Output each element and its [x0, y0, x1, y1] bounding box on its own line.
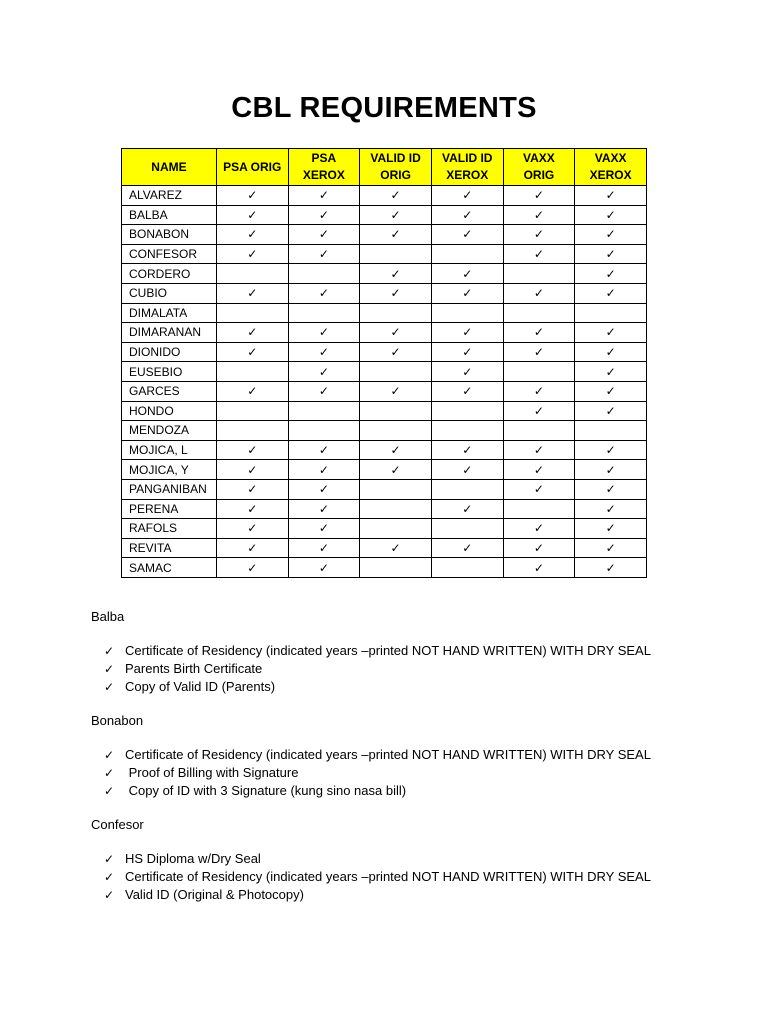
- check-icon: ✓: [503, 460, 575, 480]
- check-icon: ✓: [216, 342, 288, 362]
- empty-cell: [431, 558, 503, 578]
- page-title: CBL REQUIREMENTS: [231, 92, 537, 124]
- check-icon: ✓: [575, 186, 647, 206]
- check-icon: ✓: [575, 225, 647, 245]
- check-icon: ✓: [360, 381, 432, 401]
- check-icon: ✓: [288, 558, 360, 578]
- empty-cell: [360, 362, 432, 382]
- empty-cell: [360, 479, 432, 499]
- name-cell: MOJICA, Y: [122, 460, 217, 480]
- empty-cell: [288, 421, 360, 441]
- column-header: VALID ID XEROX: [431, 149, 503, 186]
- check-icon: ✓: [288, 342, 360, 362]
- name-cell: CORDERO: [122, 264, 217, 284]
- table-row: [122, 225, 647, 245]
- check-icon: ✓: [104, 662, 115, 676]
- empty-cell: [431, 401, 503, 421]
- check-icon: ✓: [360, 283, 432, 303]
- empty-cell: [360, 401, 432, 421]
- check-icon: ✓: [503, 244, 575, 264]
- check-icon: ✓: [216, 323, 288, 343]
- check-icon: ✓: [104, 680, 115, 694]
- empty-cell: [360, 519, 432, 539]
- empty-cell: [360, 499, 432, 519]
- check-icon: ✓: [431, 264, 503, 284]
- check-icon: ✓: [360, 538, 432, 558]
- check-icon: ✓: [503, 401, 575, 421]
- check-icon: ✓: [575, 479, 647, 499]
- list-item: [104, 782, 731, 800]
- list-item-text: Copy of ID with 3 Signature (kung sino nasa bill): [125, 783, 407, 798]
- check-icon: ✓: [503, 479, 575, 499]
- check-icon: ✓: [431, 499, 503, 519]
- table-row: [122, 421, 647, 441]
- list-item: [104, 678, 731, 696]
- check-icon: ✓: [288, 283, 360, 303]
- list-item-text: Certificate of Residency (indicated years –printed NOT HAND WRITTEN) WITH DRY SEAL: [125, 747, 651, 762]
- name-cell: BALBA: [122, 205, 217, 225]
- check-icon: ✓: [288, 381, 360, 401]
- list-item: [104, 660, 731, 678]
- table-row: [122, 205, 647, 225]
- requirement-list: [91, 642, 731, 696]
- check-icon: ✓: [360, 225, 432, 245]
- name-cell: CONFESOR: [122, 244, 217, 264]
- check-icon: ✓: [503, 323, 575, 343]
- check-icon: ✓: [431, 186, 503, 206]
- empty-cell: [216, 421, 288, 441]
- name-cell: MENDOZA: [122, 421, 217, 441]
- check-icon: ✓: [360, 342, 432, 362]
- check-icon: ✓: [575, 342, 647, 362]
- check-icon: ✓: [360, 205, 432, 225]
- column-header: PSA XEROX: [288, 149, 360, 186]
- empty-cell: [503, 499, 575, 519]
- requirements-table: [121, 148, 647, 578]
- section-title: Confesor: [91, 817, 144, 832]
- check-icon: ✓: [431, 283, 503, 303]
- check-icon: ✓: [216, 499, 288, 519]
- check-icon: ✓: [360, 460, 432, 480]
- name-cell: CUBIO: [122, 283, 217, 303]
- empty-cell: [216, 401, 288, 421]
- name-cell: DIMALATA: [122, 303, 217, 323]
- list-item-text: Copy of Valid ID (Parents): [125, 679, 276, 694]
- empty-cell: [360, 303, 432, 323]
- check-icon: ✓: [575, 362, 647, 382]
- check-icon: ✓: [431, 323, 503, 343]
- check-icon: ✓: [503, 381, 575, 401]
- table-row: [122, 342, 647, 362]
- check-icon: ✓: [288, 205, 360, 225]
- check-icon: ✓: [216, 479, 288, 499]
- empty-cell: [431, 479, 503, 499]
- check-icon: ✓: [104, 888, 115, 902]
- empty-cell: [431, 519, 503, 539]
- check-icon: ✓: [216, 244, 288, 264]
- check-icon: ✓: [216, 205, 288, 225]
- table-row: [122, 264, 647, 284]
- name-cell: REVITA: [122, 538, 217, 558]
- list-item: [104, 764, 731, 782]
- list-item-text: HS Diploma w/Dry Seal: [125, 851, 261, 866]
- check-icon: ✓: [216, 558, 288, 578]
- check-icon: ✓: [431, 538, 503, 558]
- name-cell: BONABON: [122, 225, 217, 245]
- table-body: [122, 186, 647, 578]
- column-header: VALID ID ORIG: [360, 149, 432, 186]
- check-icon: ✓: [431, 440, 503, 460]
- name-cell: MOJICA, L: [122, 440, 217, 460]
- check-icon: ✓: [575, 519, 647, 539]
- empty-cell: [216, 303, 288, 323]
- empty-cell: [431, 303, 503, 323]
- requirement-list: [91, 746, 731, 800]
- check-icon: ✓: [503, 283, 575, 303]
- check-icon: ✓: [104, 870, 115, 884]
- list-item: [104, 642, 731, 660]
- notes-confesor: [91, 816, 731, 904]
- list-item: [104, 850, 731, 868]
- check-icon: ✓: [575, 401, 647, 421]
- list-item-text: Certificate of Residency (indicated years –printed NOT HAND WRITTEN) WITH DRY SEAL: [125, 869, 651, 884]
- check-icon: ✓: [575, 499, 647, 519]
- name-cell: RAFOLS: [122, 519, 217, 539]
- empty-cell: [575, 421, 647, 441]
- column-header: PSA ORIG: [216, 149, 288, 186]
- empty-cell: [503, 264, 575, 284]
- name-cell: DIONIDO: [122, 342, 217, 362]
- table-row: [122, 499, 647, 519]
- check-icon: ✓: [216, 225, 288, 245]
- check-icon: ✓: [104, 784, 115, 798]
- check-icon: ✓: [288, 225, 360, 245]
- empty-cell: [503, 421, 575, 441]
- check-icon: ✓: [360, 323, 432, 343]
- check-icon: ✓: [360, 264, 432, 284]
- check-icon: ✓: [575, 558, 647, 578]
- check-icon: ✓: [503, 538, 575, 558]
- check-icon: ✓: [288, 519, 360, 539]
- table-row: [122, 460, 647, 480]
- check-icon: ✓: [288, 499, 360, 519]
- empty-cell: [288, 401, 360, 421]
- check-icon: ✓: [575, 538, 647, 558]
- table-row: [122, 362, 647, 382]
- name-cell: ALVAREZ: [122, 186, 217, 206]
- empty-cell: [216, 264, 288, 284]
- column-header: VAXX ORIG: [503, 149, 575, 186]
- check-icon: ✓: [216, 519, 288, 539]
- empty-cell: [360, 244, 432, 264]
- empty-cell: [360, 421, 432, 441]
- check-icon: ✓: [288, 323, 360, 343]
- check-icon: ✓: [216, 538, 288, 558]
- section-title: Balba: [91, 609, 125, 624]
- table-row: [122, 381, 647, 401]
- table-row: [122, 538, 647, 558]
- check-icon: ✓: [288, 186, 360, 206]
- check-icon: ✓: [503, 225, 575, 245]
- section-title: Bonabon: [91, 713, 144, 728]
- table-row: [122, 479, 647, 499]
- check-icon: ✓: [216, 283, 288, 303]
- check-icon: ✓: [431, 460, 503, 480]
- empty-cell: [288, 303, 360, 323]
- check-icon: ✓: [104, 852, 115, 866]
- table-row: [122, 440, 647, 460]
- check-icon: ✓: [575, 283, 647, 303]
- column-header: NAME: [122, 149, 217, 186]
- list-item: [104, 746, 731, 764]
- notes-balba: [91, 608, 731, 696]
- check-icon: ✓: [288, 440, 360, 460]
- column-header: VAXX XEROX: [575, 149, 647, 186]
- list-item: [104, 886, 731, 904]
- check-icon: ✓: [575, 381, 647, 401]
- table-row: [122, 303, 647, 323]
- check-icon: ✓: [216, 460, 288, 480]
- list-item: [104, 868, 731, 886]
- empty-cell: [431, 244, 503, 264]
- table-row: [122, 519, 647, 539]
- check-icon: ✓: [575, 205, 647, 225]
- table-row: [122, 186, 647, 206]
- empty-cell: [288, 264, 360, 284]
- table-header-row: [122, 149, 647, 186]
- name-cell: DIMARANAN: [122, 323, 217, 343]
- list-item-text: Valid ID (Original & Photocopy): [125, 887, 304, 902]
- check-icon: ✓: [360, 440, 432, 460]
- check-icon: ✓: [216, 440, 288, 460]
- check-icon: ✓: [431, 342, 503, 362]
- check-icon: ✓: [575, 460, 647, 480]
- check-icon: ✓: [575, 440, 647, 460]
- table-row: [122, 244, 647, 264]
- check-icon: ✓: [575, 244, 647, 264]
- check-icon: ✓: [503, 342, 575, 362]
- notes-bonabon: [91, 712, 731, 800]
- table-row: [122, 558, 647, 578]
- check-icon: ✓: [431, 205, 503, 225]
- name-cell: GARCES: [122, 381, 217, 401]
- check-icon: ✓: [360, 186, 432, 206]
- name-cell: PERENA: [122, 499, 217, 519]
- check-icon: ✓: [288, 244, 360, 264]
- check-icon: ✓: [216, 381, 288, 401]
- check-icon: ✓: [431, 362, 503, 382]
- check-icon: ✓: [288, 538, 360, 558]
- name-cell: HONDO: [122, 401, 217, 421]
- check-icon: ✓: [503, 205, 575, 225]
- check-icon: ✓: [288, 479, 360, 499]
- check-icon: ✓: [575, 323, 647, 343]
- check-icon: ✓: [104, 644, 115, 658]
- empty-cell: [216, 362, 288, 382]
- check-icon: ✓: [431, 225, 503, 245]
- empty-cell: [503, 303, 575, 323]
- table-row: [122, 323, 647, 343]
- check-icon: ✓: [503, 186, 575, 206]
- list-item-text: Certificate of Residency (indicated years –printed NOT HAND WRITTEN) WITH DRY SEAL: [125, 643, 651, 658]
- empty-cell: [431, 421, 503, 441]
- name-cell: EUSEBIO: [122, 362, 217, 382]
- requirement-list: [91, 850, 731, 904]
- table-row: [122, 401, 647, 421]
- name-cell: PANGANIBAN: [122, 479, 217, 499]
- check-icon: ✓: [503, 440, 575, 460]
- check-icon: ✓: [503, 558, 575, 578]
- empty-cell: [503, 362, 575, 382]
- empty-cell: [575, 303, 647, 323]
- name-cell: SAMAC: [122, 558, 217, 578]
- check-icon: ✓: [575, 264, 647, 284]
- list-item-text: Proof of Billing with Signature: [125, 765, 299, 780]
- check-icon: ✓: [104, 766, 115, 780]
- empty-cell: [360, 558, 432, 578]
- check-icon: ✓: [216, 186, 288, 206]
- check-icon: ✓: [104, 748, 115, 762]
- list-item-text: Parents Birth Certificate: [125, 661, 263, 676]
- table-row: [122, 283, 647, 303]
- check-icon: ✓: [288, 460, 360, 480]
- check-icon: ✓: [503, 519, 575, 539]
- check-icon: ✓: [288, 362, 360, 382]
- check-icon: ✓: [431, 381, 503, 401]
